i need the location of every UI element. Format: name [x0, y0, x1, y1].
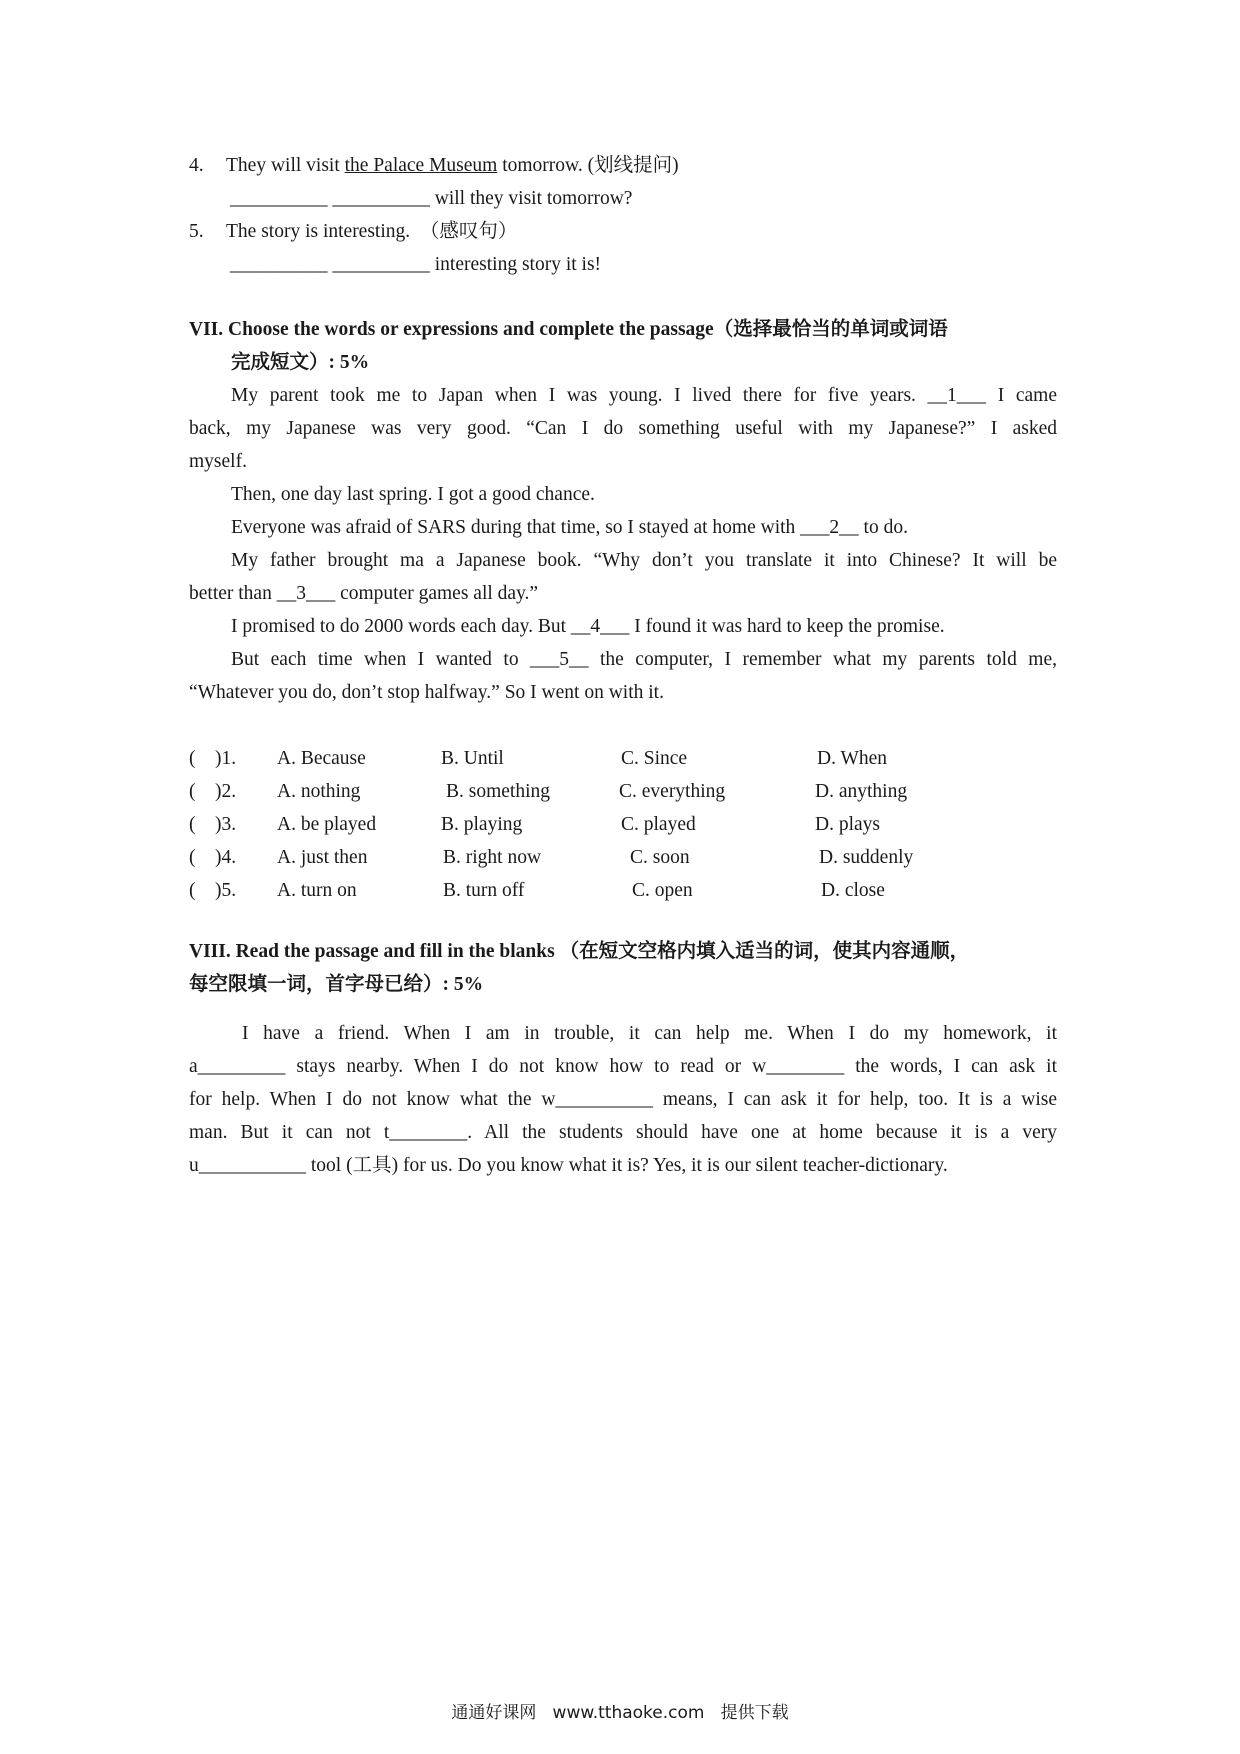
option-b[interactable]: B. right now: [443, 847, 542, 868]
q5-sentence: The story is interesting. （感叹句）: [226, 221, 518, 242]
section7-p4-line2: better than __3___ computer games all day.”: [189, 583, 539, 604]
section7-p5: I promised to do 2000 words each day. But __4___ I found it was hard to keep the promise.: [231, 616, 945, 637]
option-b[interactable]: B. playing: [441, 814, 523, 835]
option-b[interactable]: B. turn off: [443, 880, 525, 901]
option-a[interactable]: A. just then: [277, 847, 368, 868]
option-number[interactable]: ( )4.: [189, 847, 237, 868]
q4-sentence-post: tomorrow. (划线提问): [497, 155, 679, 176]
section7-heading: VII. Choose the words or expressions and complete the passage（选择最恰当的单词或词语: [189, 319, 948, 340]
option-d[interactable]: D. plays: [815, 814, 880, 835]
option-b[interactable]: B. something: [446, 781, 551, 802]
option-a[interactable]: A. Because: [277, 748, 366, 769]
option-c[interactable]: C. soon: [630, 847, 690, 868]
q4-sentence: [226, 154, 679, 178]
q4-sentence-pre: They will visit: [226, 155, 345, 176]
option-number[interactable]: ( )3.: [189, 814, 237, 835]
option-number[interactable]: ( )1.: [189, 748, 237, 769]
section7-p1-line1: My parent took me to Japan when I was young. I lived there for five years. __1___ I came: [231, 385, 1057, 406]
option-c[interactable]: C. open: [632, 880, 693, 901]
option-number[interactable]: ( )2.: [189, 781, 237, 802]
option-a[interactable]: A. turn on: [277, 880, 357, 901]
section7-p6-line1: But each time when I wanted to ___5__ the computer, I remember what my parents told me,: [231, 649, 1057, 670]
section8-heading-cont: 每空限填一词，首字母已给）: 5%: [189, 974, 484, 995]
option-a[interactable]: A. be played: [277, 814, 377, 835]
q5-answer-line[interactable]: __________ __________ interesting story it is!: [230, 254, 602, 275]
section8-line2: a_________ stays nearby. When I do not know how to read or w________ the words, I can ask it: [189, 1056, 1057, 1077]
section7-p2: Then, one day last spring. I got a good chance.: [231, 484, 595, 505]
section8-line5: u___________ tool (工具) for us. Do you know what it is? Yes, it is our silent teacher-dictionary.: [189, 1155, 948, 1176]
section8-line4: man. But it can not t________. All the students should have one at home because it is a very: [189, 1122, 1057, 1143]
q4-underlined-phrase: the Palace Museum: [344, 155, 498, 176]
option-d[interactable]: D. suddenly: [819, 847, 914, 868]
option-a[interactable]: A. nothing: [277, 781, 361, 802]
section8-line3: for help. When I do not know what the w__________ means, I can ask it for help, too. It is a wise: [189, 1089, 1057, 1110]
option-d[interactable]: D. close: [821, 880, 885, 901]
option-c[interactable]: C. everything: [619, 781, 726, 802]
option-d[interactable]: D. When: [817, 748, 888, 769]
option-c[interactable]: C. played: [621, 814, 696, 835]
section7-p1-line2: back, my Japanese was very good. “Can I do something useful with my Japanese?” I asked: [189, 418, 1057, 439]
option-number[interactable]: ( )5.: [189, 880, 237, 901]
section8-heading: VIII. Read the passage and fill in the blanks （在短文空格内填入适当的词，使其内容通顺，: [189, 941, 970, 962]
option-c[interactable]: C. Since: [621, 748, 688, 769]
q4-number: 4.: [189, 155, 204, 176]
footer-credit: 通通好课网 www.tthaoke.com 提供下载: [451, 1703, 789, 1723]
option-b[interactable]: B. Until: [441, 748, 504, 769]
section7-heading-cont: 完成短文）: 5%: [231, 352, 370, 373]
section7-p6-line2: “Whatever you do, don’t stop halfway.” So I went on with it.: [189, 682, 664, 703]
option-d[interactable]: D. anything: [815, 781, 908, 802]
section7-p1-line3: myself.: [189, 451, 247, 472]
q5-number: 5.: [189, 221, 204, 242]
section7-p4-line1: My father brought ma a Japanese book. “Why don’t you translate it into Chinese? It will be: [231, 550, 1057, 571]
q4-answer-line[interactable]: __________ __________ will they visit tomorrow?: [230, 188, 633, 209]
section7-p3: Everyone was afraid of SARS during that time, so I stayed at home with ___2__ to do.: [231, 517, 908, 538]
section8-line1: I have a friend. When I am in trouble, it can help me. When I do my homework, it: [242, 1023, 1057, 1044]
